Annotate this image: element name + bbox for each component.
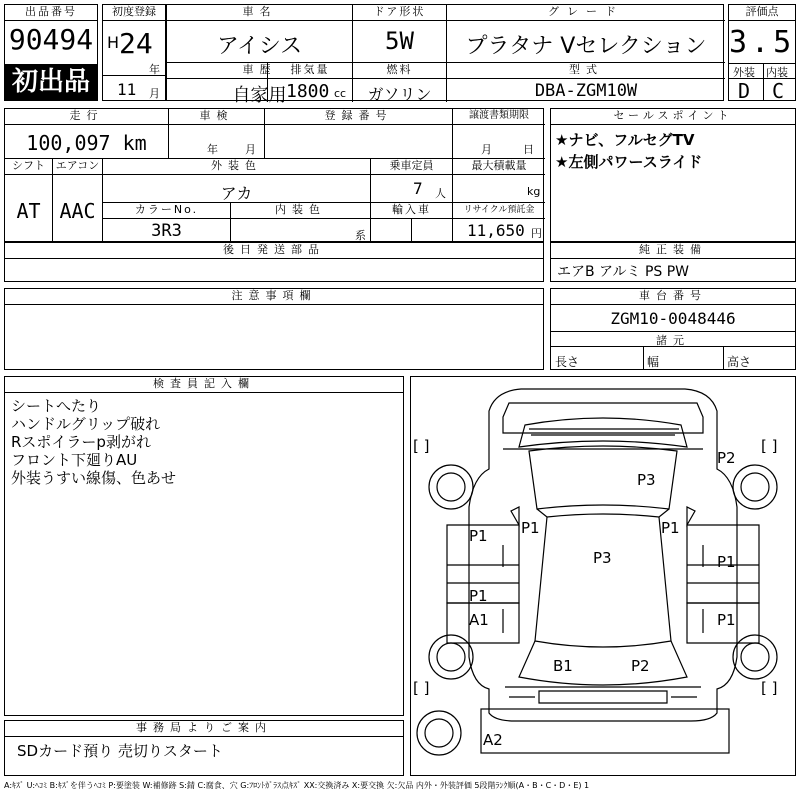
bracket: [ ]	[413, 679, 430, 697]
chassis-label: 車台番号	[551, 289, 795, 305]
damage-mark: P1	[717, 611, 736, 629]
transfer-month-unit: 月	[481, 143, 492, 156]
recycle-fee: 11,650	[467, 221, 525, 240]
capacity-unit: 人	[435, 187, 446, 200]
damage-mark: P2	[631, 657, 650, 675]
equipment-box	[550, 242, 796, 282]
inspector-box	[4, 376, 404, 716]
recycle-label: リサイクル預託金	[453, 203, 545, 219]
damage-mark: P1	[469, 527, 488, 545]
selling-point: ★ナビ、フルセグTV	[555, 131, 695, 149]
score-box	[728, 4, 796, 101]
grade-label: グレード	[447, 5, 725, 21]
inspector-note: Rスポイラーp剥がれ	[11, 433, 151, 451]
registration-label: 初度登録	[103, 5, 165, 21]
capacity: 7	[413, 179, 423, 198]
shift: AT	[16, 199, 41, 223]
chassis-number: ZGM10-0048446	[610, 309, 736, 328]
bracket: [ ]	[413, 437, 430, 455]
selling-points-label: セールスポイント	[551, 109, 795, 125]
load-label: 最大積載量	[453, 159, 545, 175]
damage-mark: P2	[717, 449, 736, 467]
import-label: 輸入車	[371, 203, 452, 219]
damage-mark: P1	[521, 519, 540, 537]
door-type: 5W	[385, 27, 414, 55]
legend: A:ｷｽﾞ U:ﾍｺﾐ B:ｷｽﾞを伴うﾍｺﾐ P:要塗装 W:補修跡 S:錆 C:腐食、穴 G:ﾌﾛﾝﾄｶﾞﾗｽ点ｷｽﾞ XX:交換済み X:要交換 欠:欠品 内外・外装評価 5段階ﾗﾝｸ順(A・B・C・D・E) 1	[4, 781, 590, 790]
shift-label: シフト	[5, 159, 52, 175]
displacement: 1800	[286, 81, 330, 102]
score-label: 評価点	[729, 5, 795, 21]
first-listing-badge: 初出品	[5, 64, 97, 100]
delivery-parts-box	[4, 242, 544, 282]
color: アカ	[220, 184, 253, 203]
era: H	[107, 33, 120, 52]
damage-mark: P1	[717, 553, 736, 571]
reg-month: 11	[117, 80, 137, 99]
model-block	[166, 4, 724, 106]
car-diagram-svg	[411, 377, 795, 775]
transfer-day-unit: 日	[523, 143, 534, 156]
int-color-label: 内装色	[231, 203, 370, 219]
door-label: ドア形状	[353, 5, 446, 21]
transfer-label: 譲渡書類期限	[453, 109, 545, 125]
damage-mark: P1	[469, 587, 488, 605]
inspector-note: ハンドルグリップ破れ	[11, 415, 161, 433]
exterior-label: 外装	[733, 66, 755, 79]
month-unit: 月	[149, 87, 160, 100]
height-label: 高さ	[727, 355, 752, 369]
lot-number-box	[4, 4, 98, 101]
fuel: ガソリン	[367, 85, 432, 104]
year-unit: 年	[149, 63, 160, 76]
type-label: 型式	[447, 63, 725, 79]
car-diagram	[410, 376, 796, 776]
mileage-label: 走行	[5, 109, 168, 125]
length-label: 長さ	[555, 355, 580, 369]
interior-label: 内装	[766, 66, 788, 79]
delivery-label: 後日発送部品	[5, 242, 543, 259]
equipment-list: エアB アルミ PS PW	[557, 264, 690, 280]
office-box	[4, 720, 404, 776]
int-color-unit: 系	[355, 229, 366, 242]
bracket: [ ]	[761, 437, 778, 455]
color-no-label: カラーNo.	[103, 203, 230, 219]
office-message: SDカード預り 売切りスタート	[17, 742, 223, 760]
inspection-label: 車検	[169, 109, 264, 125]
interior-grade: C	[772, 79, 785, 103]
lot-number-label: 出品番号	[5, 5, 97, 21]
exterior-grade: D	[738, 79, 751, 103]
notes-label: 注意事項欄	[5, 289, 543, 305]
damage-mark: A1	[469, 611, 489, 629]
damage-mark: A2	[483, 731, 503, 749]
plate-label: 登録番号	[265, 109, 452, 125]
inspector-label: 検査員記入欄	[5, 377, 403, 393]
inspector-note: フロント下廻りAU	[11, 451, 138, 469]
damage-mark: P1	[661, 519, 680, 537]
fuel-label: 燃料	[353, 63, 446, 79]
capacity-label: 乗車定員	[371, 159, 452, 175]
notes-box	[4, 288, 544, 370]
inspector-note: 外装うすい線傷、色あせ	[11, 469, 177, 487]
cc-unit: cc	[334, 87, 347, 100]
yen-unit: 円	[531, 227, 542, 240]
displacement-label: 排気量	[268, 63, 352, 79]
ac: AAC	[59, 199, 96, 223]
chassis-box	[550, 288, 796, 370]
office-label: 事務局よりご案内	[5, 721, 403, 737]
load-unit: kg	[527, 185, 541, 198]
history-label: 車歴	[167, 63, 352, 79]
inspector-note: シートへたり	[11, 397, 102, 415]
type-code: DBA-ZGM10W	[534, 81, 638, 101]
damage-mark: B1	[553, 657, 573, 675]
inspection-year-unit: 年	[207, 143, 218, 156]
registration-box	[102, 4, 166, 101]
history: 自家用	[232, 85, 287, 106]
selling-point: ★左側パワースライド	[555, 153, 703, 171]
equipment-label: 純正装備	[551, 242, 795, 259]
score: 3.5	[729, 25, 796, 60]
grade: プラタナ Vセレクション	[465, 34, 707, 59]
damage-mark: P3	[637, 471, 656, 489]
details-block	[4, 108, 544, 242]
selling-points-box	[550, 108, 796, 242]
model-name: アイシス	[216, 34, 303, 59]
lot-number: 90494	[8, 23, 94, 56]
color-no: 3R3	[151, 221, 182, 241]
bracket: [ ]	[761, 679, 778, 697]
ac-label: エアコン	[53, 159, 102, 175]
model-label: 車名	[167, 5, 352, 21]
width-label: 幅	[647, 355, 660, 369]
inspection-month-unit: 月	[245, 143, 256, 156]
dimensions-label: 諸元	[656, 334, 690, 347]
damage-mark: P3	[593, 549, 612, 567]
mileage: 100,097 km	[26, 131, 147, 155]
reg-year: 24	[119, 27, 153, 60]
color-label: 外装色	[103, 159, 370, 175]
